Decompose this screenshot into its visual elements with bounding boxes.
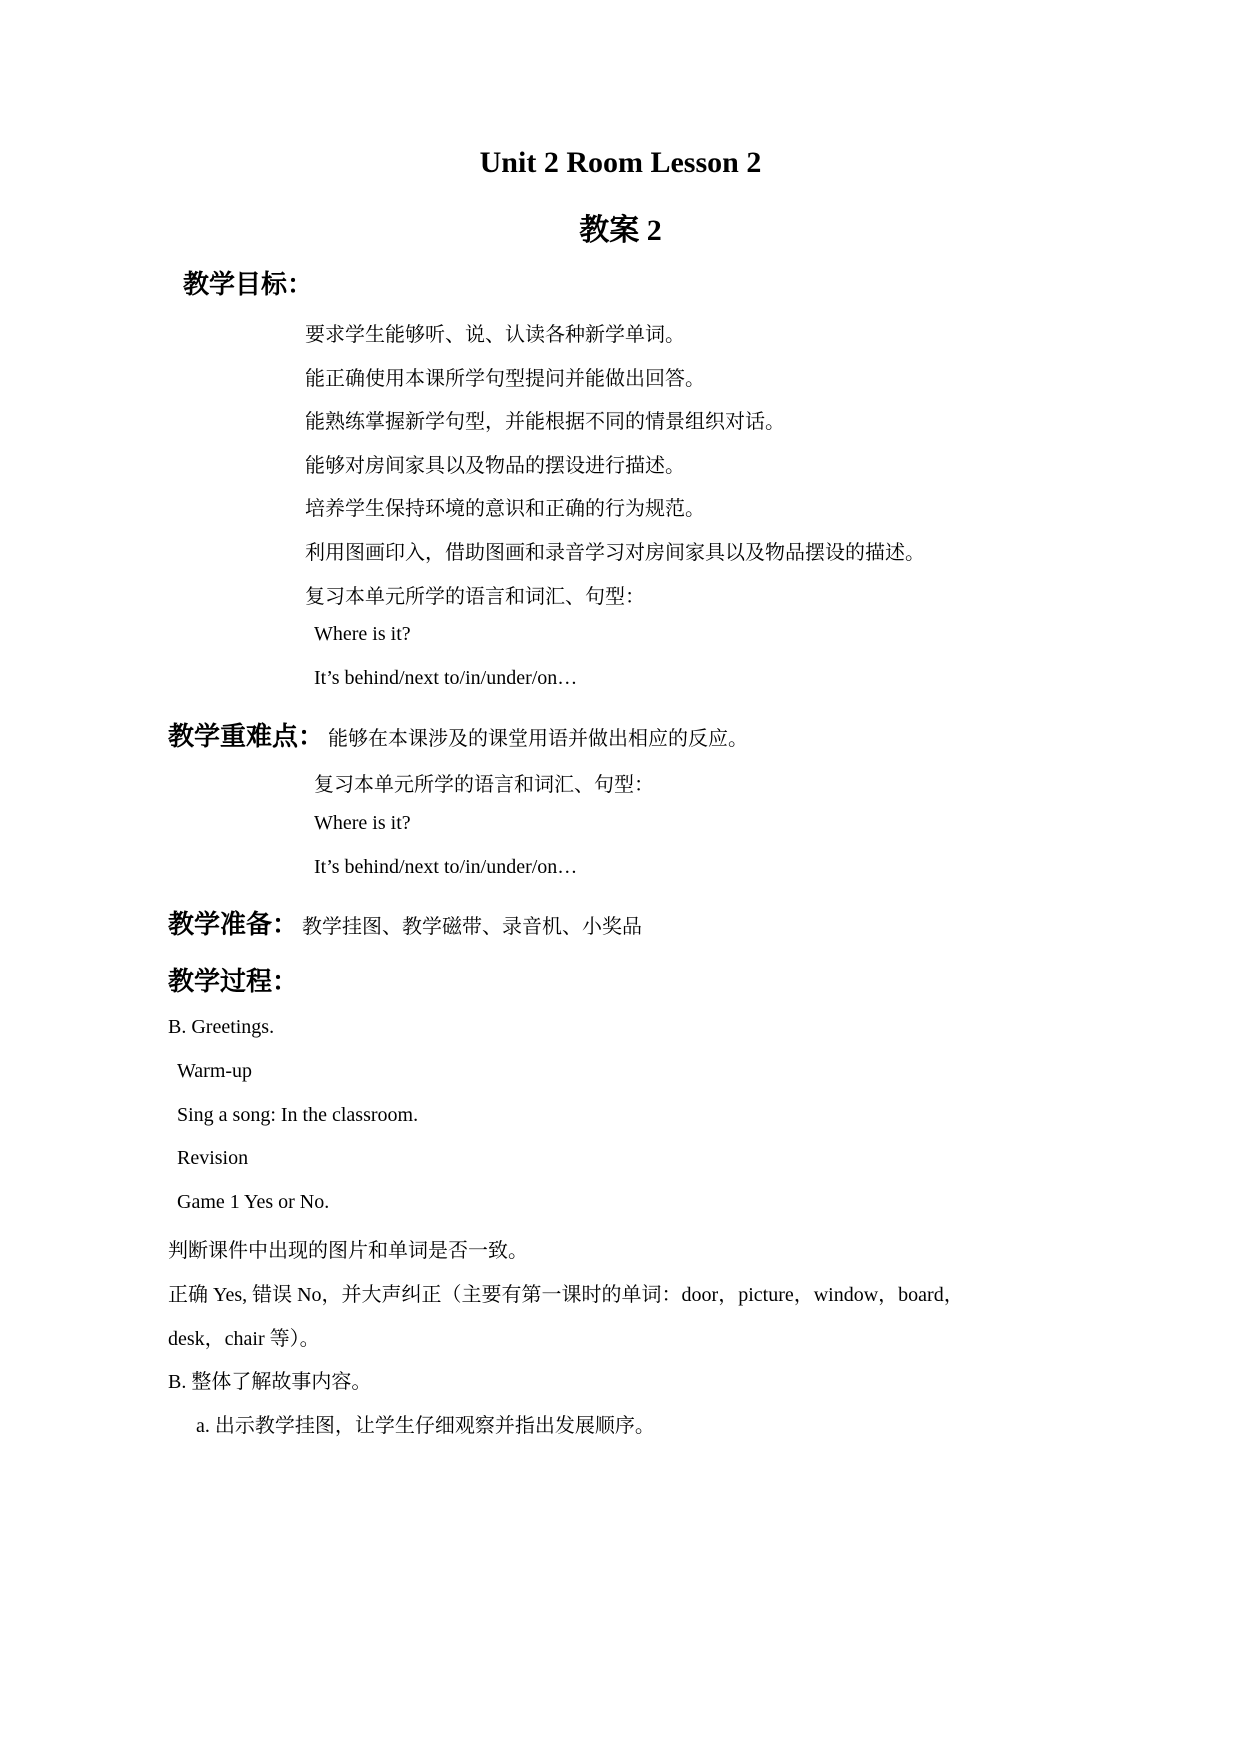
document-subtitle: 教案 2 [579,214,662,247]
key-points-first-item: 能够在本课涉及的课堂用语并做出相应的反应。 [328,728,749,750]
process-item: desk，chair 等）。 [168,1328,320,1350]
objective-item: 能够对房间家具以及物品的摆设进行描述。 [305,455,685,477]
key-point-item: It’s behind/next to/in/under/on… [314,856,578,878]
key-points-heading [168,716,748,753]
process-item: B. 整体了解故事内容。 [168,1371,372,1393]
process-item: Revision [177,1147,249,1169]
key-points-heading-label: 教学重难点： [168,722,325,752]
process-item: Game 1 Yes or No. [177,1191,330,1213]
process-item: Warm-up [177,1060,253,1082]
objective-item: 能熟练掌握新学句型，并能根据不同的情景组织对话。 [305,411,785,433]
process-item: B. Greetings. [168,1016,275,1038]
objectives-heading: 教学目标： [183,270,314,300]
key-point-item: 复习本单元所学的语言和词汇、句型： [314,774,654,796]
process-item: 正确 Yes, 错误 No，并大声纠正（主要有第一课时的单词：door，picture，window，board， [168,1284,964,1306]
key-point-item: Where is it? [314,812,411,834]
document-title: Unit 2 Room Lesson 2 [479,146,762,179]
process-item: a. 出示教学挂图，让学生仔细观察并指出发展顺序。 [196,1415,655,1437]
process-item: 判断课件中出现的图片和单词是否一致。 [168,1240,528,1262]
objective-item: 利用图画印入，借助图画和录音学习对房间家具以及物品摆设的描述。 [305,542,925,564]
objective-item: 能正确使用本课所学句型提问并能做出回答。 [305,368,705,390]
objective-item: 要求学生能够听、说、认读各种新学单词。 [305,324,685,346]
objective-item: Where is it? [314,623,411,645]
objective-item: 复习本单元所学的语言和词汇、句型： [305,586,645,608]
preparation-heading [168,904,642,941]
objective-item: 培养学生保持环境的意识和正确的行为规范。 [305,498,705,520]
objective-item: It’s behind/next to/in/under/on… [314,667,578,689]
process-item: Sing a song: In the classroom. [177,1104,419,1126]
process-heading: 教学过程： [168,967,299,997]
preparation-heading-label: 教学准备： [168,910,299,940]
preparation-text: 教学挂图、教学磁带、录音机、小奖品 [302,916,643,938]
